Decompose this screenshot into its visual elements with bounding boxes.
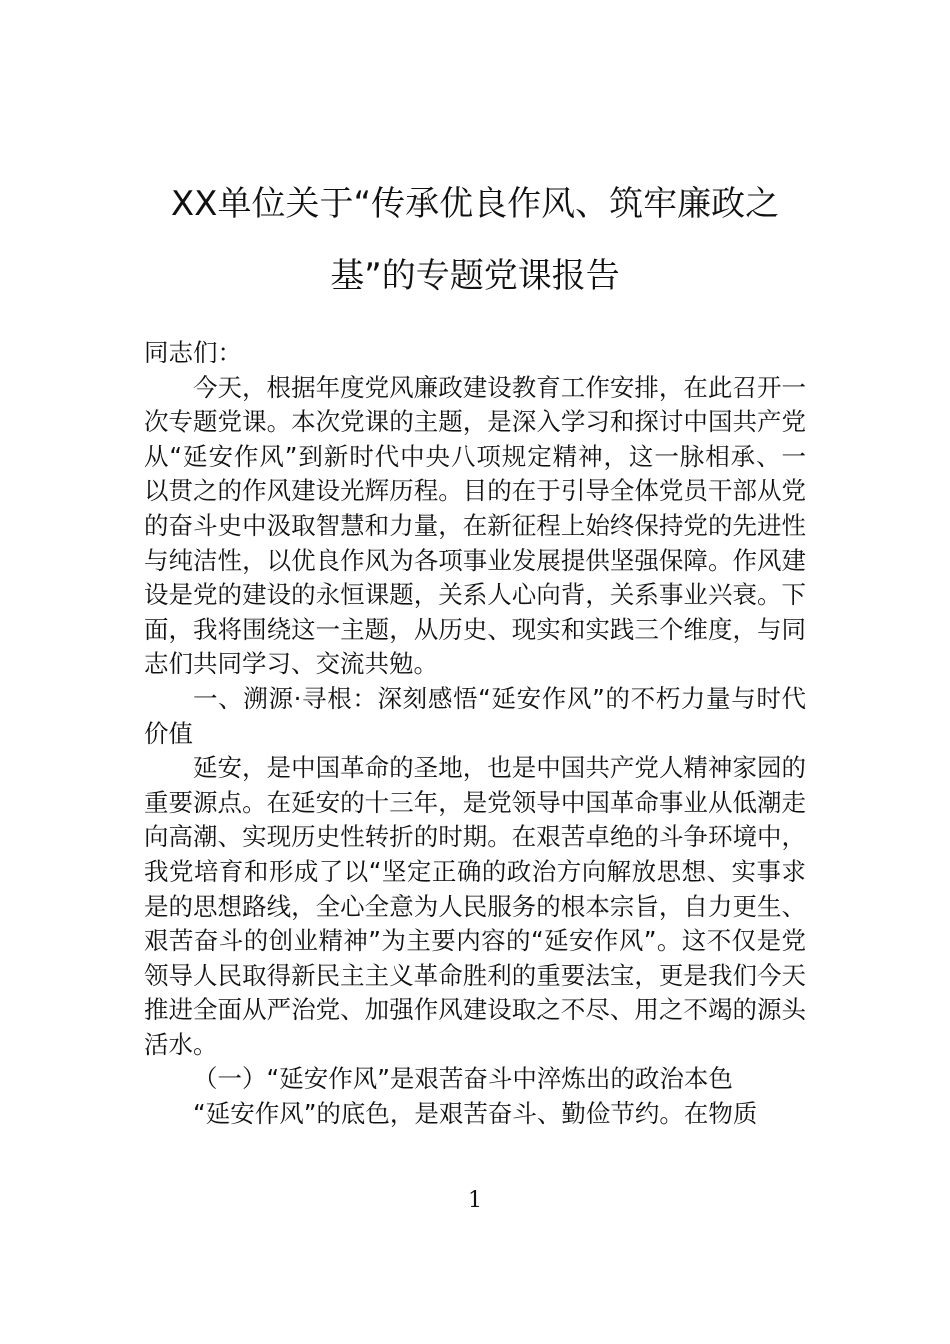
document-body xyxy=(144,336,806,1132)
title-line-2: 基”的专题党课报告 xyxy=(330,256,620,296)
salutation: 同志们： xyxy=(144,338,242,367)
paragraph-yanan: 延安，是中国革命的圣地，也是中国共产党人精神家园的重要源点。在延安的十三年，是党领导中国革命事业从低潮走向高潮、实现历史性转折的时期。在艰苦卓绝的斗争环境中，我党培育和形成了以“坚定正确的政治方向解放思想、实事求是的思想路线，全心全意为人民服务的根本宗旨，自力更生、艰苦奋斗的创业精神”为主要内容的“延安作风”。这不仅是党领导人民取得新民主主义革命胜利的重要法宝，更是我们今天推进全面从严治党、加强作风建设取之不尽、用之不竭的源头活水。 xyxy=(144,753,806,1059)
paragraph-fragment: “延安作风”的底色，是艰苦奋斗、勤俭节约。在物质 xyxy=(193,1099,758,1129)
document-title xyxy=(120,168,830,312)
page-number: 1 xyxy=(468,1188,482,1213)
section-heading-1: 一、溯源·寻根：深刻感悟“延安作风”的不朽力量与时代价值 xyxy=(144,683,806,748)
subsection-heading-1: （一）“延安作风”是艰苦奋斗中淬炼出的政治本色 xyxy=(193,1064,733,1094)
title-line-1: XX单位关于“传承优良作风、筑牢廉政之 xyxy=(170,184,780,224)
paragraph-intro: 今天，根据年度党风廉政建设教育工作安排，在此召开一次专题党课。本次党课的主题，是深入学习和探讨中国共产党从“延安作风”到新时代中央八项规定精神，这一脉相承、一以贯之的作风建设光辉历程。目的在于引导全体党员干部从党的奋斗史中汲取智慧和力量，在新征程上始终保持党的先进性与纯洁性，以优良作风为各项事业发展提供坚强保障。作风建设是党的建设的永恒课题，关系人心向背，关系事业兴衰。下面，我将围绕这一主题，从历史、现实和实践三个维度，与同志们共同学习、交流共勉。 xyxy=(144,372,806,679)
